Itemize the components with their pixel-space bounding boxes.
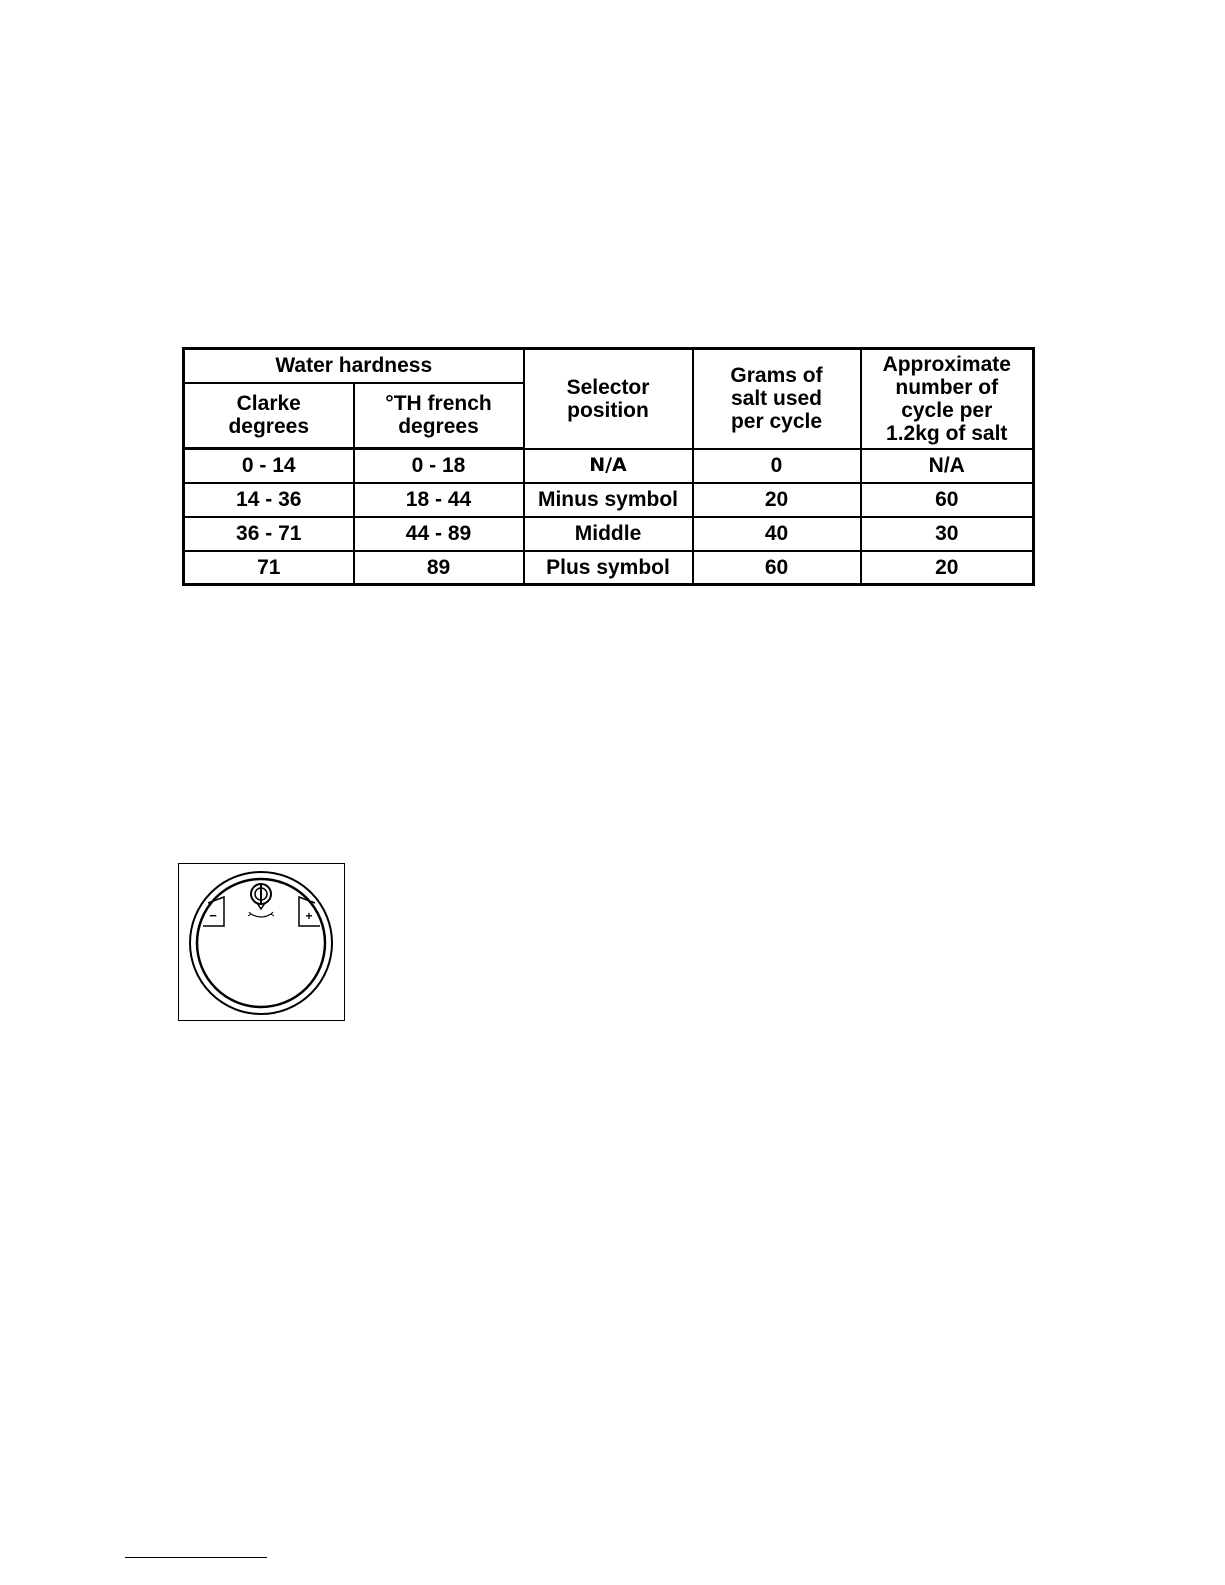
table-header-row: [184, 349, 1034, 383]
french-cell: 0 - 18: [354, 449, 524, 483]
table-row: [184, 449, 1034, 483]
table-row: [184, 483, 1034, 517]
minus-symbol: −: [209, 908, 217, 923]
grams-cell: 0: [693, 449, 861, 483]
rotation-arrow-right: [271, 912, 274, 916]
french-cell: 89: [354, 551, 524, 585]
water-softener-selector-dial-icon: [179, 864, 344, 1020]
grams-of-salt-header: Grams of salt used per cycle: [693, 349, 861, 449]
rotation-arc: [251, 914, 271, 917]
footnote-separator: [125, 1557, 267, 1558]
clarke-cell: 36 - 71: [184, 517, 354, 551]
cycles-cell: 60: [861, 483, 1034, 517]
grams-cell: 60: [693, 551, 861, 585]
cycles-cell: 20: [861, 551, 1034, 585]
water-hardness-group-header: Water hardness: [184, 349, 524, 383]
rotation-arrow-left: [248, 912, 251, 916]
selector-dial-figure: [178, 863, 345, 1021]
grams-cell: 40: [693, 517, 861, 551]
selector-cell: Plus symbol: [524, 551, 693, 585]
table-row: [184, 517, 1034, 551]
clarke-cell: 14 - 36: [184, 483, 354, 517]
clarke-degrees-header: Clarke degrees: [184, 383, 354, 449]
french-cell: 44 - 89: [354, 517, 524, 551]
plus-symbol: +: [305, 909, 313, 923]
selector-cell: Middle: [524, 517, 693, 551]
selector-cell: N/A: [524, 449, 693, 483]
grams-cell: 20: [693, 483, 861, 517]
selector-position-header: Selector position: [524, 349, 693, 449]
selector-cell: Minus symbol: [524, 483, 693, 517]
french-degrees-header: °TH french degrees: [354, 383, 524, 449]
clarke-cell: 71: [184, 551, 354, 585]
cycles-per-salt-header: Approximate number of cycle per 1.2kg of salt: [861, 349, 1034, 449]
french-cell: 18 - 44: [354, 483, 524, 517]
clarke-cell: 0 - 14: [184, 449, 354, 483]
table-row: [184, 551, 1034, 585]
water-hardness-table: [182, 347, 1035, 586]
cycles-cell: 30: [861, 517, 1034, 551]
cycles-cell: N/A: [861, 449, 1034, 483]
